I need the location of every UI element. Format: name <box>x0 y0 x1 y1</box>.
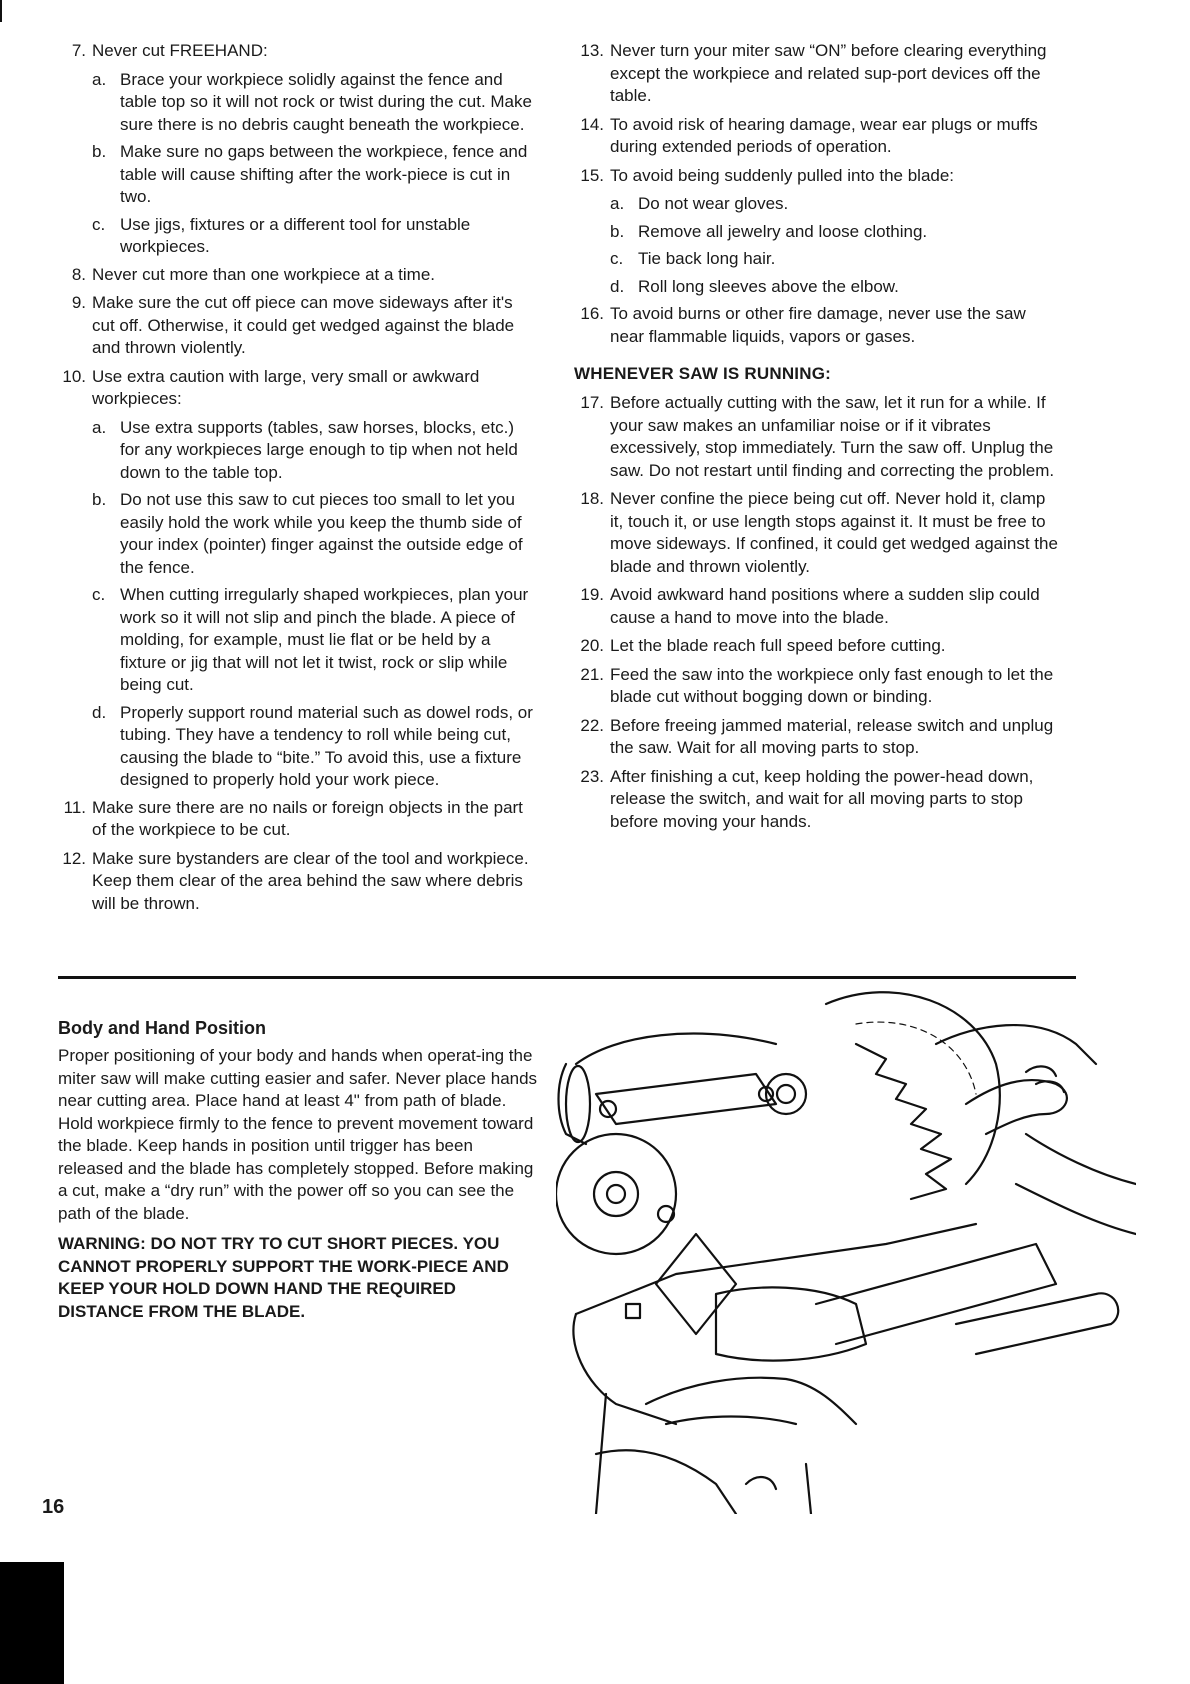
sub-text: Use jigs, fixtures or a different tool for unstable workpieces. <box>120 214 471 256</box>
sub-text: Make sure no gaps between the workpiece, fence and table will cause shifting after the work-piece is cut in two. <box>120 142 528 206</box>
workpiece-dowel <box>956 1293 1118 1354</box>
item-18 <box>574 488 1060 578</box>
item-text: To avoid burns or other fire damage, never use the saw near flammable liquids, vapors or gases. <box>610 304 1026 346</box>
lock-knob <box>626 1304 640 1318</box>
item-number: 11. <box>63 797 86 817</box>
table-insert <box>716 1287 866 1360</box>
item-text: Never cut more than one workpiece at a time. <box>92 264 435 284</box>
sub-text: Tie back long hair. <box>638 249 776 268</box>
sub-text: Use extra supports (tables, saw horses, blocks, etc.) for any workpieces large enough to tip when not held down to the table top. <box>120 417 518 482</box>
item-number: 12. <box>62 848 86 868</box>
item-text: To avoid being suddenly pulled into the blade: <box>610 165 955 185</box>
motor-hub <box>594 1172 638 1216</box>
sub-letter: c. <box>92 214 106 234</box>
sub-letter: a. <box>92 69 107 89</box>
arbor-bolt <box>777 1085 795 1103</box>
saw-arm <box>596 1074 776 1124</box>
body-hand-section <box>58 1018 538 1323</box>
motor-housing-top <box>576 1034 776 1064</box>
sub-letter: b. <box>92 142 107 161</box>
blade-guard-outline <box>826 992 1000 1184</box>
motor-disc <box>556 1134 676 1254</box>
lower-fingers <box>666 1417 796 1425</box>
item-17 <box>574 392 1060 482</box>
section-heading-running: WHENEVER SAW IS RUNNING: <box>574 364 831 383</box>
pivot-bolt-icon <box>600 1101 616 1117</box>
item-text: Never confine the piece being cut off. Never hold it, clamp it, touch it, or use length stops against it. It must be free to move sideways. If confined, it could get wedged against the blade and thrown violently. <box>610 489 1058 576</box>
sub-text: Brace your workpiece solidly against the fence and table top so it will not rock or twist during the cut. Make sure there is no debris caught beneath the workpiece. <box>120 69 532 134</box>
saw-table-edge <box>576 1224 976 1314</box>
item-14 <box>574 114 1060 159</box>
sub-text: Roll long sleeves above the elbow. <box>638 276 899 296</box>
sub-letter: c. <box>92 585 106 604</box>
sub-text: Properly support round material such as dowel rods, or tubing. They have a tendency to roll while being cut, causing the blade to “bite.” To avoid this, use a fixture designed to properly hold your work piece. <box>120 702 533 789</box>
sub-text: Remove all jewelry and loose clothing. <box>638 221 928 241</box>
edge-tab <box>0 1562 64 1684</box>
sub-text: Do not wear gloves. <box>638 194 789 213</box>
blade-guard-inner <box>856 1022 976 1094</box>
item-number: 8. <box>71 264 86 284</box>
item-12 <box>56 848 536 916</box>
item-number: 22. <box>580 715 604 735</box>
sub-letter: d. <box>610 276 625 296</box>
sub-letter: a. <box>92 417 107 437</box>
motor-cap <box>566 1066 590 1142</box>
saw-base-left <box>573 1314 676 1424</box>
item-text: To avoid risk of hearing damage, wear ear plugs or muffs during extended periods of operation. <box>610 114 1038 156</box>
item-number: 16. <box>580 304 604 323</box>
item-number: 13. <box>580 41 604 60</box>
item-text: Before freeing jammed material, release switch and unplug the saw. Wait for all moving parts to stop. <box>610 715 1054 757</box>
item-number: 14. <box>580 114 604 134</box>
item-number: 17. <box>580 393 604 412</box>
motor-end-cap <box>559 1064 587 1144</box>
item-15 <box>574 165 1060 299</box>
item-number: 15. <box>580 165 604 185</box>
item-7 <box>56 40 536 259</box>
item-text: After finishing a cut, keep holding the power-head down, release the switch, and wait for all moving parts to stop before moving your hands. <box>610 766 1034 831</box>
item-8 <box>56 264 536 287</box>
sub-text: Do not use this saw to cut pieces too small to let you easily hold the work while you keep the thumb side of your index (pointer) finger against the outside edge of the fence. <box>120 490 523 577</box>
base-leg <box>806 1464 811 1514</box>
item-20 <box>574 635 1060 658</box>
section-divider <box>58 976 1076 979</box>
sub-text: When cutting irregularly shaped workpieces, plan your work so it will not slip and pinch the blade. A piece of molding, for example, must lie flat or be held by a fixture or jig that will not let it twist, rock or slip while being cut. <box>120 585 529 694</box>
item-text: Before actually cutting with the saw, let it run for a while. If your saw makes an unfamiliar noise or if it vibrates excessively, stop immediately. Turn the saw off. Unplug the saw. Do not restart until finding and correcting the problem. <box>610 393 1055 480</box>
item-23 <box>574 766 1060 834</box>
right-forearm <box>1026 1134 1136 1184</box>
item-number: 21. <box>580 664 604 684</box>
item-text: Make sure bystanders are clear of the tool and workpiece. Keep them clear of the area behind the saw where debris will be thrown. <box>92 848 529 913</box>
upper-hand <box>966 1080 1067 1134</box>
item-number: 18. <box>580 489 604 508</box>
item-text: Never cut FREEHAND: <box>92 41 268 60</box>
fence <box>816 1244 1056 1344</box>
item-text: Use extra caution with large, very small or awkward workpieces: <box>92 366 480 408</box>
item-text: Make sure the cut off piece can move sideways after it's cut off. Otherwise, it could get wedged against the blade and thrown violently. <box>92 293 515 357</box>
item-21 <box>574 664 1060 709</box>
thumb-outline <box>746 1477 776 1489</box>
page-number: 16 <box>42 1496 65 1518</box>
edge-mark <box>0 0 2 22</box>
section-body: Proper positioning of your body and hands when operat-ing the miter saw will make cutting easier and safer. Never place hands near cutting area. Place hand at least 4" from path of blade. Hold workpiece firmly to the fence to prevent movement toward the blade. Keep hands in position until trigger has been released and the blade has completely stopped. Before making a cut, make a “dry run” with the power off so you can see the path of the blade. <box>58 1046 538 1223</box>
item-10 <box>56 366 536 792</box>
sub-letter: b. <box>610 221 625 241</box>
item-11 <box>56 797 536 842</box>
item-text: Feed the saw into the workpiece only fast enough to let the blade cut without bogging down or binding. <box>610 664 1054 706</box>
right-forearm-lower <box>1016 1184 1136 1234</box>
item-number: 23. <box>580 766 604 786</box>
item-number: 10. <box>62 366 86 386</box>
sub-letter: a. <box>610 194 625 213</box>
item-19 <box>574 584 1060 629</box>
item-text: Make sure there are no nails or foreign objects in the part of the workpiece to be cut. <box>92 797 523 839</box>
section-title: Body and Hand Position <box>58 1018 267 1038</box>
item-number: 20. <box>580 636 604 655</box>
item-number: 19. <box>580 585 604 604</box>
finger-outline <box>1026 1066 1056 1076</box>
sub-letter: c. <box>610 249 624 268</box>
item-16 <box>574 303 1060 348</box>
item-number: 7. <box>71 41 86 60</box>
item-9 <box>56 292 536 360</box>
saw-blade-teeth <box>856 1044 951 1199</box>
miter-saw-illustration <box>556 984 1136 1514</box>
item-13 <box>574 40 1060 108</box>
left-column <box>56 40 536 921</box>
item-text: Let the blade reach full speed before cutting. <box>610 636 946 655</box>
item-22 <box>574 715 1060 760</box>
item-text: Never turn your miter saw “ON” before clearing everything except the workpiece and related sup-port devices off the table. <box>610 41 1047 105</box>
sub-letter: d. <box>92 702 107 722</box>
lower-forearm <box>596 1450 736 1514</box>
bevel-bracket <box>656 1234 736 1334</box>
sub-letter: b. <box>92 490 107 509</box>
item-text: Avoid awkward hand positions where a sudden slip could cause a hand to move into the blade. <box>610 585 1040 627</box>
motor-nut <box>607 1185 625 1203</box>
warning-text: WARNING: DO NOT TRY TO CUT SHORT PIECES. YOU CANNOT PROPERLY SUPPORT THE WORK-PIECE AND KEEP YOUR HOLD DOWN HAND THE REQUIRED DISTANCE FROM THE BLADE. <box>58 1234 509 1321</box>
item-number: 9. <box>71 293 86 312</box>
right-column <box>574 40 1060 839</box>
